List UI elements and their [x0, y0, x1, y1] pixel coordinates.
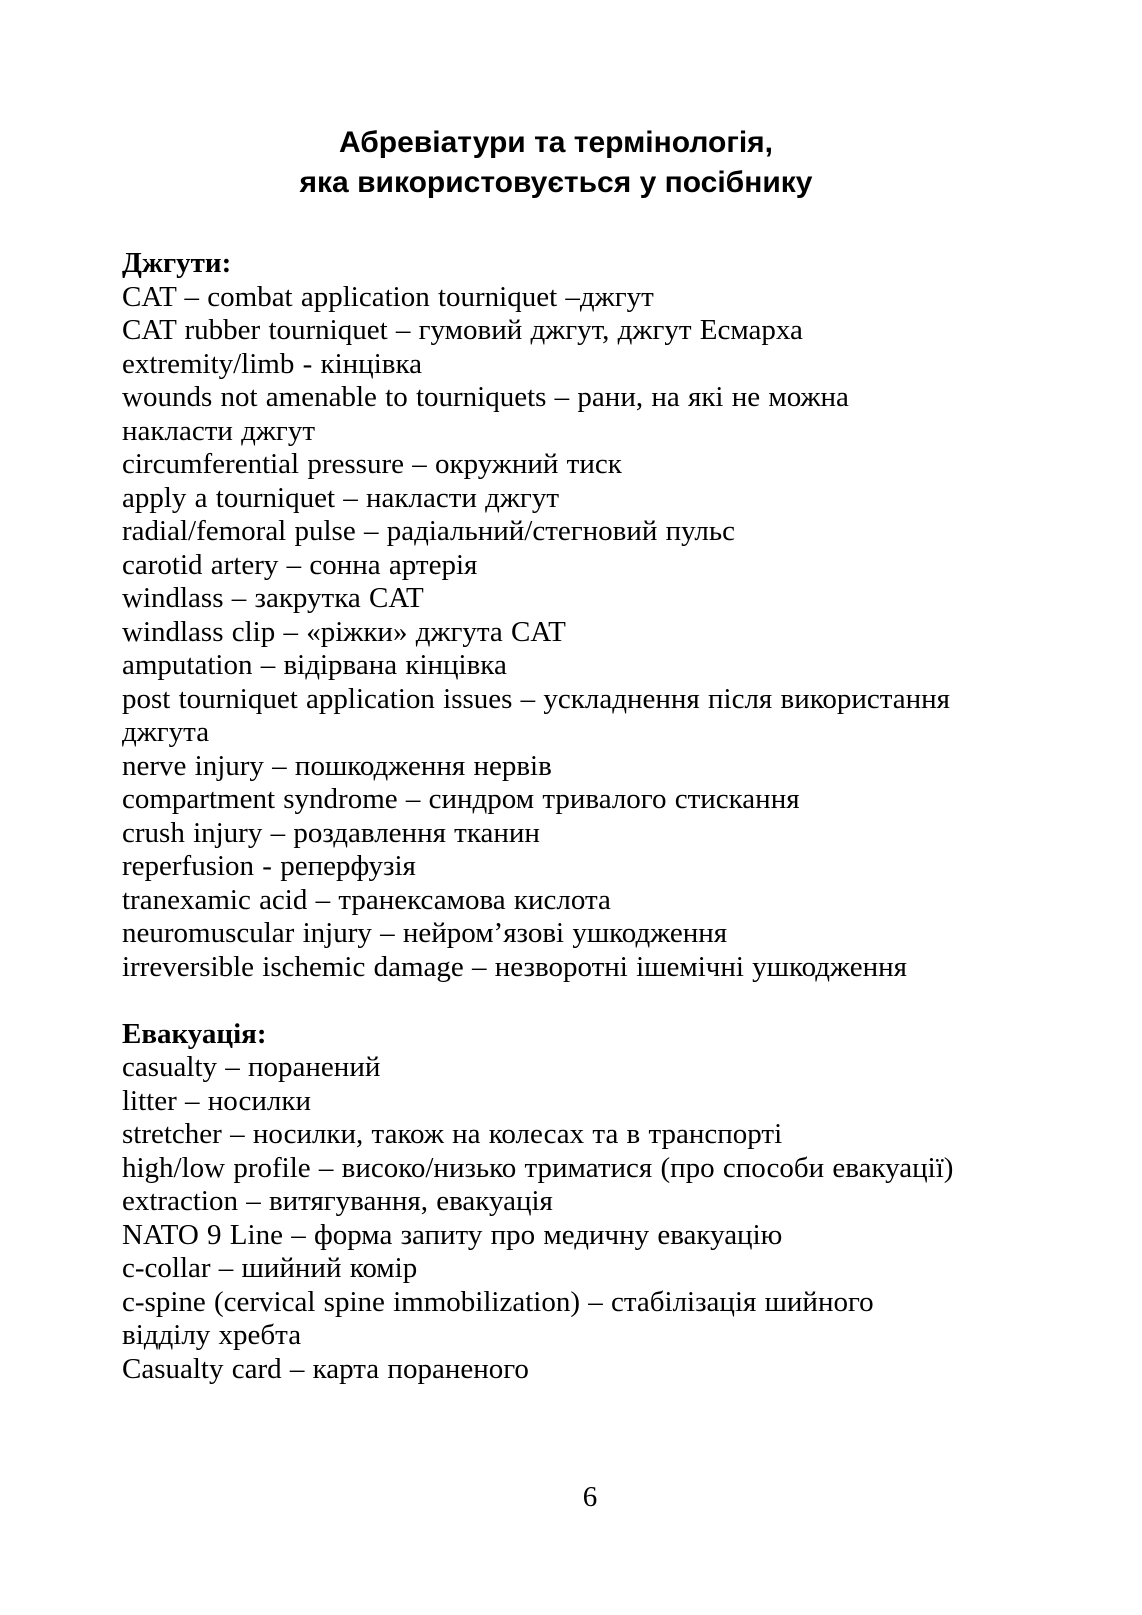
- glossary-section: [122, 247, 990, 984]
- page-number: 6: [582, 1481, 598, 1513]
- term-entry: compartment syndrome – синдром тривалого стискання: [122, 783, 800, 815]
- term-entry: carotid artery – сонна артерія: [122, 548, 478, 581]
- term-entry: apply a tourniquet – накласти джгут: [122, 481, 559, 514]
- term-entry: casualty – поранений: [122, 1051, 381, 1083]
- page-title-line-2: яка використовується у посібнику: [299, 166, 813, 199]
- page-content: [122, 0, 990, 1386]
- term-entry: high/low profile – високо/низько триматися (про способи евакуації): [122, 1151, 954, 1184]
- term-entry: stretcher – носилки, також на колесах та в транспорті: [122, 1118, 783, 1150]
- term-entry: post tourniquet application issues – ускладнення після використання джгута: [122, 682, 951, 748]
- term-entry: NATO 9 Line – форма запиту про медичну евакуацію: [122, 1218, 783, 1251]
- term-entry: nerve injury – пошкодження нервів: [122, 749, 552, 782]
- term-entry: extraction – витягування, евакуація: [122, 1185, 553, 1217]
- term-entry: amputation – відірвана кінцівка: [122, 649, 507, 681]
- term-entry: circumferential pressure – окружний тиск: [122, 448, 622, 480]
- page-title-line-1: Абревіатури та термінологія,: [338, 126, 773, 159]
- section-heading: Джгути:: [122, 247, 232, 279]
- term-entry: c-collar – шийний комір: [122, 1252, 418, 1284]
- term-entry: CAT – combat application tourniquet –джгут: [122, 280, 654, 313]
- term-entry: windlass – закрутка CAT: [122, 582, 424, 614]
- term-entry: extremity/limb - кінцівка: [122, 347, 422, 380]
- term-entry: reperfusion - реперфузія: [122, 850, 416, 882]
- section-heading: Евакуація:: [122, 1017, 267, 1050]
- page-title: [122, 123, 990, 203]
- term-entry: CAT rubber tourniquet – гумовий джгут, джгут Есмарха: [122, 314, 803, 346]
- term-entry: Casualty card – карта пораненого: [122, 1352, 529, 1385]
- glossary-sections: [122, 247, 990, 1386]
- term-entry: wounds not amenable to tourniquets – рани, на які не можна накласти джгут: [122, 381, 849, 447]
- term-entry: c-spine (cervical spine immobilization) – стабілізація шийного відділу хребта: [122, 1285, 874, 1351]
- term-entry: neuromuscular injury – нейром’язові ушкодження: [122, 917, 728, 949]
- term-entry: tranexamic acid – транексамова кислота: [122, 883, 611, 916]
- term-entry: windlass clip – «ріжки» джгута CAT: [122, 615, 566, 648]
- term-entry: litter – носилки: [122, 1084, 311, 1117]
- glossary-section: [122, 1018, 990, 1387]
- term-entry: irreversible ischemic damage – незворотні ішемічні ушкодження: [122, 950, 907, 983]
- term-entry: crush injury – роздавлення тканин: [122, 816, 540, 849]
- term-entry: radial/femoral pulse – радіальний/стегновий пульс: [122, 515, 735, 547]
